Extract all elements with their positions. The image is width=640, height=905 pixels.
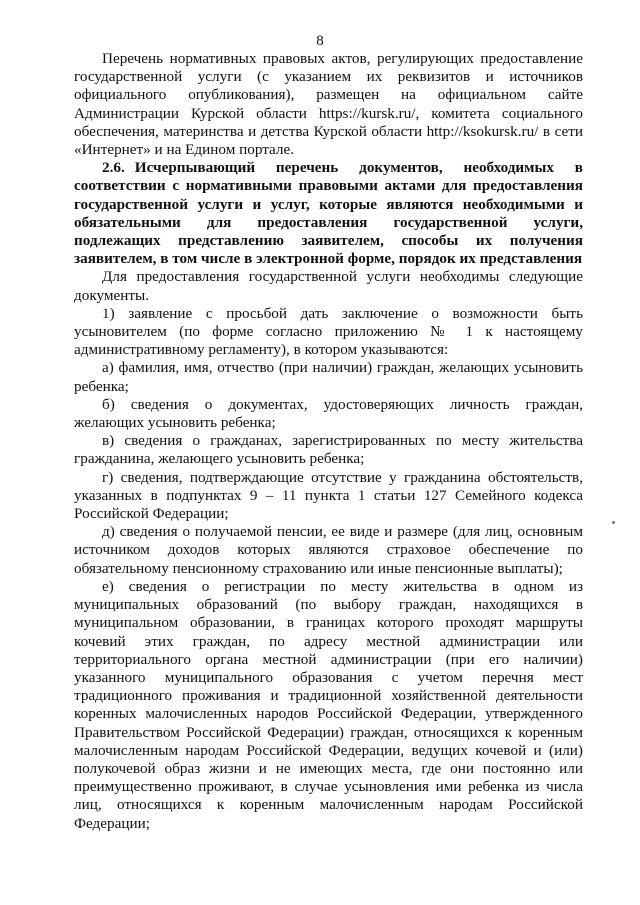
paragraph-item-1: 1) заявление с просьбой дать заключение о возможности быть усыновителем (по форме согласно приложению № 1 к настоящему административному регламенту), в котором указываются: bbox=[74, 304, 583, 359]
section-title: Исчерпывающий перечень документов, необходимых в соответствии с нормативными правовыми актами для предоставления государственной услуги и услуг, которые являются необходимыми и обязательными для предоставления государственной услуги, подлежащих представлению заявителем, способы их получения заявителем, в том числе в электронной форме, порядок их представления bbox=[74, 159, 583, 268]
document-body bbox=[74, 50, 583, 833]
intro-paragraph: Перечень нормативных правовых актов, регулирующих предоставление государственной услуги (с указанием их реквизитов и источников официального опубликования), размещен на официальном сайте Администрации Курской области https://kursk.ru/, комитета социального обеспечения, материнства и детства Курской области http://ksokursk.ru/ в сети «Интернет» и на Едином портале. bbox=[74, 50, 583, 159]
paragraph-documents-needed: Для предоставления государственной услуги необходимы следующие документы. bbox=[74, 268, 583, 304]
paragraph-item-b: б) сведения о документах, удостоверяющих личность граждан, желающих усыновить ребенка; bbox=[74, 395, 583, 432]
section-number: 2.6. bbox=[102, 159, 125, 177]
scan-speck bbox=[612, 521, 615, 524]
paragraph-item-a: а) фамилия, имя, отчество (при наличии) граждан, желающих усыновить ребенка; bbox=[74, 359, 583, 395]
paragraph-item-g: г) сведения, подтверждающие отсутствие у гражданина обстоятельств, указанных в подпунктах 9 – 11 пункта 1 статьи 127 Семейного кодекса Российской Федерации; bbox=[74, 468, 583, 523]
paragraph-item-d: д) сведения о получаемой пенсии, ее виде и размере (для лиц, основным источником доходов которых являются страховое обеспечение по обязательному пенсионному страхованию или иные пенсионные выплаты); bbox=[74, 523, 583, 577]
paragraph-item-v: в) сведения о гражданах, зарегистрированных по месту жительства гражданина, желающего усыновить ребенка; bbox=[74, 432, 583, 468]
page-number: 8 bbox=[316, 33, 324, 49]
section-heading bbox=[74, 159, 583, 268]
paragraph-item-e: е) сведения о регистрации по месту жительства в одном из муниципальных образований (по выбору граждан, находящихся в муниципальном образовании, в границах которого проходят маршруты кочевий этих граждан, по адресу местной администрации или территориального органа местной администрации (при его наличии) указанного муниципального образования с учетом перечня мест традиционного проживания и традиционной хозяйственной деятельности коренных малочисленных народов Российской Федерации, утвержденного Правительством Российской Федерации) граждан, относящихся к коренным малочисленным народам Российской Федерации, ведущих кочевой и (или) полукочевой образ жизни и не имеющих места, где они постоянно или преимущественно проживают, в случае усыновления ими ребенка из числа лиц, относящихся к коренным малочисленным народам Российской Федерации; bbox=[74, 577, 583, 832]
